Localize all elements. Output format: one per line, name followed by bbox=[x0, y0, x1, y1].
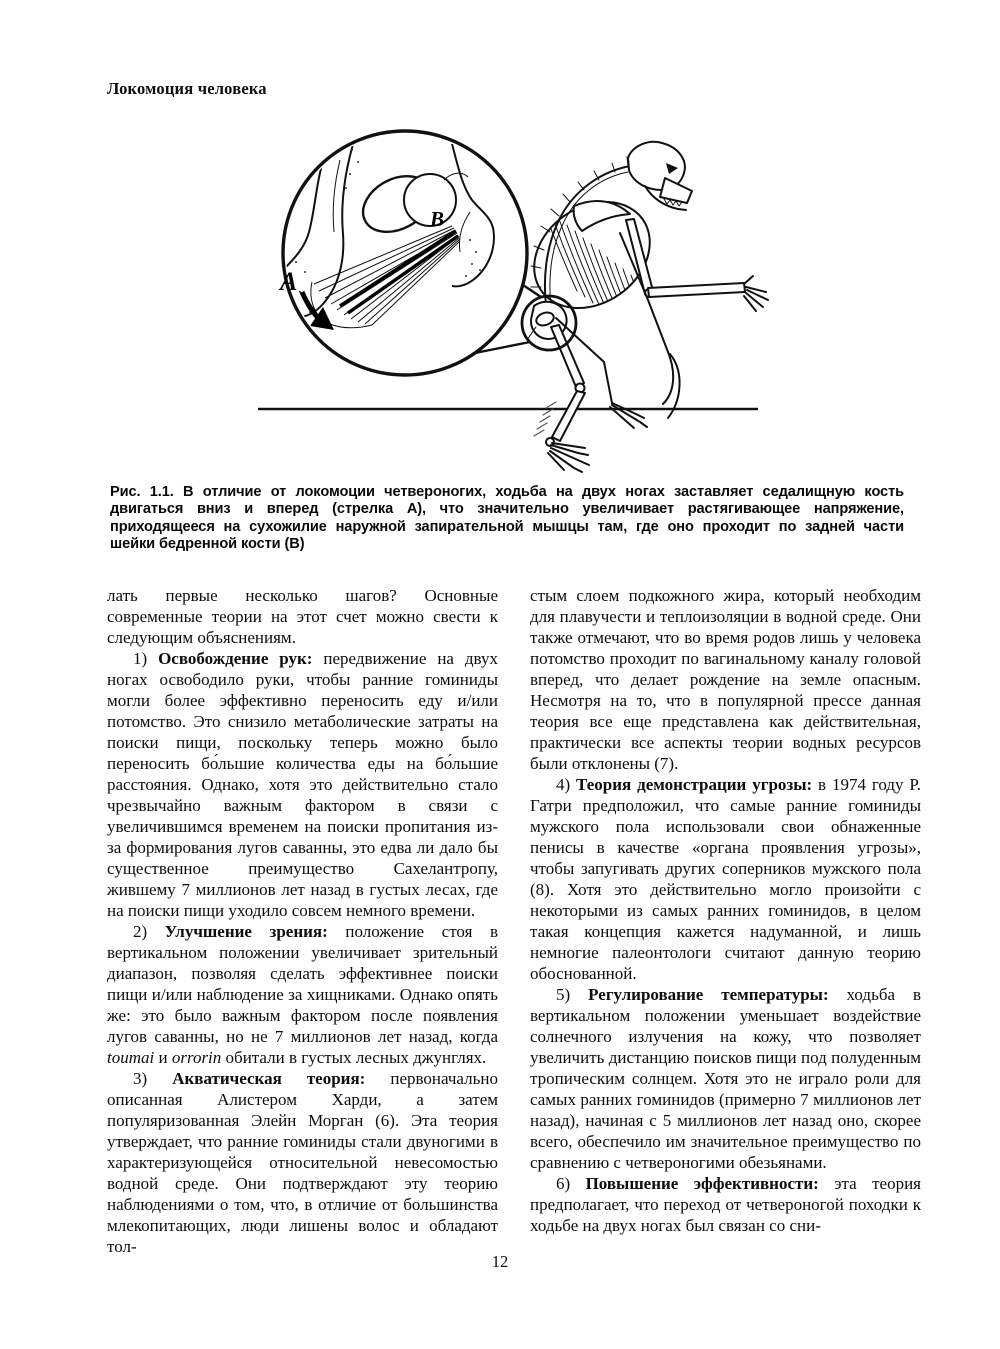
text-run: 2) bbox=[133, 922, 165, 941]
text-run: стым слоем подкожного жира, который необходим для плавучести и теплоизоляции в водной среде. Они также отмечают, что во время родов лишь у человека потомство проходит по вагинальному каналу головой вперед, что делает рождение на земле опасным. Несмотря на то, что в популярной прессе данная теория все еще представлена как действительная, практически все аспекты теории водных ресурсов были отклонены (7). bbox=[530, 586, 921, 773]
text-run: 1) bbox=[133, 649, 159, 668]
text-run: 5) bbox=[556, 985, 589, 1004]
text-run: положение стоя в вертикальном положении увеличивает зрительный диапазон, позволяя сделать эффективнее поиски пищи и/или наблюдение за хищниками. Однако опять же: это было важным фактором после появления лугов саванны, но не 7 миллионов лет назад, когда bbox=[107, 922, 498, 1046]
text-run: и bbox=[154, 1048, 172, 1067]
text-run: 4) bbox=[556, 775, 577, 794]
left-column bbox=[107, 585, 498, 1257]
running-header: Локомоция человека bbox=[107, 79, 267, 98]
text-run: 6) bbox=[556, 1174, 586, 1193]
paragraph bbox=[530, 1173, 921, 1236]
text-run: лать первые несколько шагов? Основные современные теории на этот счет можно свести к следующим объяснениям. bbox=[107, 586, 498, 647]
text-run: orrorin bbox=[171, 1048, 222, 1067]
primate-skeleton bbox=[514, 142, 768, 472]
figure-caption bbox=[110, 484, 904, 554]
text-run: Теория демонстрации угрозы: bbox=[576, 775, 813, 794]
text-run: первоначально описанная Алистером Харди, а затем популяризованная Элейн Морган (6). Эта теория утверждает, что ранние гоминиды стали двуногими в характеризующейся относительной невесомостью водной среде. Они подтверждают эту теорию наблюдениями о том, что, в отличие от большинства млекопитающих, люди лишены волос и обладают тол- bbox=[107, 1069, 498, 1256]
paragraph bbox=[107, 1068, 498, 1257]
caption-line-1: Рис. 1.1. В отличие от локомоции четвероногих, ходьба на двух ногах заставляет седалищную кость bbox=[110, 484, 904, 500]
caption-line-4: шейки бедренной кости (В) bbox=[110, 536, 305, 553]
text-run: Регулирование температуры: bbox=[588, 985, 829, 1004]
paragraph bbox=[530, 585, 921, 774]
text-run: Освобождение рук: bbox=[158, 649, 313, 668]
caption-line-3: приходящееся на сухожилие наружной запирательной мышцы там, где оно проходит по задней части bbox=[110, 518, 904, 535]
paragraph bbox=[107, 648, 498, 921]
text-run: эта теория предполагает, что переход от четвероногой походки к ходьбе на двух ногах был связан со сни- bbox=[530, 1174, 921, 1235]
hip-inset-drawing bbox=[274, 134, 494, 330]
figure-illustration bbox=[0, 0, 1000, 480]
text-run: ходьба в вертикальном положении уменьшает воздействие солнечного излучения на кожу, что позволяет увеличить дистанцию поисков пищи под полуденным тропическим солнцем. Хотя это не играло роли для самых ранних гоминидов (примерно 7 миллионов лет назад), начиная с 5 миллионов лет назад оно, скорее всего, обеспечило им значительное преимущество по сравнению с четвероногими обезьянами. bbox=[530, 985, 921, 1172]
text-run: toumai bbox=[107, 1048, 155, 1067]
text-run: Улучшение зрения: bbox=[164, 922, 328, 941]
text-run: Повышение эффективности: bbox=[585, 1174, 819, 1193]
body-text bbox=[107, 585, 921, 1257]
text-run: в 1974 году Р. Гатри предположил, что самые ранние гоминиды мужского пола использовали свои обнаженные пенисы в качестве «органа проявления угрозы», чтобы запугивать других соперников мужского пола (8). Хотя это действительно могло произойти с некоторыми из самых ранних гоминидов, в целом такая концепция кажется надуманной, и лишь немногие палеонтологи считают данную теорию обоснованной. bbox=[530, 775, 921, 983]
text-run: обитали в густых лесных джунглях. bbox=[221, 1048, 487, 1067]
text-run: передвижение на двух ногах освободило руки, чтобы ранние гоминиды могли более эффективно переносить еду и/или потомство. Это снизило метаболические затраты на поиски пищи, поскольку теперь можно было переносить бо́льшие количества еды на бо́льшие расстояния. Однако, хотя это действительно стало чрезвычайно важным фактором в связи с увеличившимся временем на поиски пропитания из-за формирования лугов саванны, это едва ли дало бы существенное преимущество Сахелантропу, жившему 7 миллионов лет назад в густых лесах, где на поиски пищи уходило совсем немного времени. bbox=[107, 649, 498, 920]
paragraph bbox=[107, 585, 498, 648]
paragraph bbox=[530, 984, 921, 1173]
caption-line-2: двигаться вниз и вперед (стрелка А), что значительно увеличивает растягивающее напряжение, bbox=[110, 501, 904, 518]
paragraph bbox=[530, 774, 921, 984]
paragraph bbox=[107, 921, 498, 1068]
label-b: B bbox=[430, 207, 445, 231]
label-a: A bbox=[280, 267, 298, 296]
text-run: Акватическая теория: bbox=[172, 1069, 366, 1088]
page-number: 12 bbox=[491, 1252, 509, 1271]
right-column bbox=[530, 585, 921, 1257]
text-run: 3) bbox=[133, 1069, 173, 1088]
